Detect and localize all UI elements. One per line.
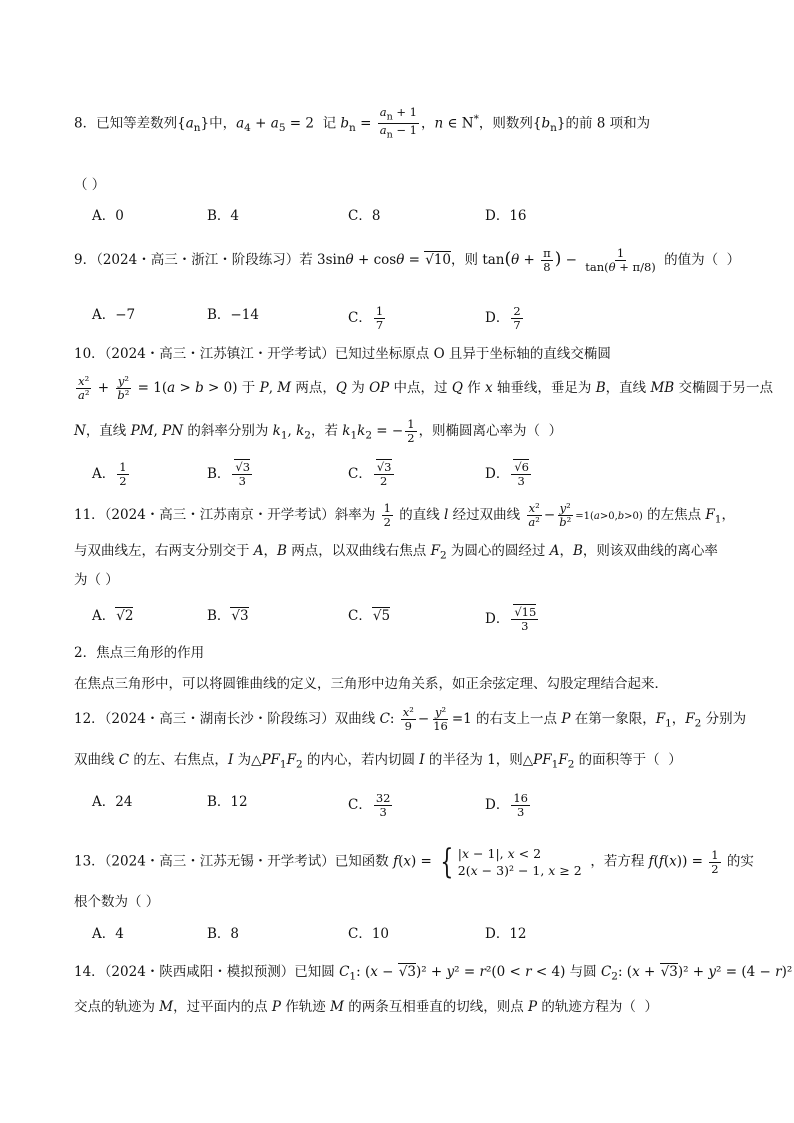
section-description: 在焦点三角形中，可以将圆锥曲线的定义，三角形中边角关系，如正余弦定理、勾股定理结合起来．: [74, 676, 668, 692]
q11-stem-line2: 与双曲线左，右两支分别交于 A，B 两点，以双曲线右焦点 $F_2$ 为圆心的圆经过 A，B，则该双曲线的离心率: [74, 543, 718, 562]
q10-stem-line1: 10．（2024・高三・江苏镇江・开学考试）已知过坐标原点 O 且异于坐标轴的直线交椭圆: [74, 346, 611, 362]
q13-option-b[interactable]: B．8: [207, 926, 240, 942]
q10-stem-line2: $\frac{\text{x²}}{\text{a²}}$ + $\frac{\text{y²}}{\text{b²}}$ = 1(a > b > 0) 于 P, M 两点，Q 为 OP 中点，过 Q 作 x 轴垂线，垂足为 B，直线 MB 交椭圆于另一点: [78, 374, 773, 402]
q9-stem: 9．（2024・高三・浙江・阶段练习）若 3sinθ + cosθ = √10，则 tan(θ + $\frac{\pi}{8}$ ) − $\frac{1}{\tan(\theta + \pi/8)}$ 的值为（ ）: [74, 246, 741, 274]
q9-option-c[interactable]: C． $\frac{1}{7}$: [348, 304, 384, 332]
q14-stem-line2: 交点的轨迹为 M，过平面内的点 P 作轨迹 M 的两条互相垂直的切线，则点 P 的轨迹方程为（ ）: [74, 999, 658, 1015]
q13-option-a[interactable]: A．4: [92, 926, 124, 942]
q9-option-a[interactable]: A．−7: [92, 307, 136, 323]
q12-stem-line1: 12．（2024・高三・湖南长沙・阶段练习）双曲线 C: $\frac{\text{x²}}{9}$ − $\frac{\text{y²}}{16}$ =1 的右支上一点 P 在第一象限，$F_1$，$F_2$ 分别为: [74, 705, 747, 733]
q13-option-d[interactable]: D．12: [485, 926, 527, 942]
q10-option-b[interactable]: B． $\frac{√3}{3}$: [207, 460, 251, 488]
q11-stem-line3: 为（ ）: [74, 572, 119, 588]
q8-stem: 8．已知等差数列$\{a_n\}$中，$a_4 + a_5 = 2$ 记 $b_n$ = $\frac{a_n + 1}{a_n - 1}$ ，n ∈ N*，则数列$\{b_n\}$的前 8 项和为: [74, 105, 651, 141]
q11-option-a[interactable]: A．√2: [92, 608, 134, 624]
q10-option-c[interactable]: C． $\frac{√3}{2}$: [348, 460, 392, 488]
q11-option-b[interactable]: B．√3: [207, 608, 249, 624]
q10-option-a[interactable]: A． $\frac{1}{2}$: [92, 460, 127, 488]
q11-option-c[interactable]: C．√5: [348, 608, 391, 624]
q8-option-a[interactable]: A．0: [92, 208, 124, 224]
q9-option-d[interactable]: D． $\frac{2}{7}$: [485, 304, 521, 332]
q13-stem-line2: 根个数为（ ）: [74, 894, 160, 910]
q13-option-c[interactable]: C．10: [348, 926, 390, 942]
q8-option-c[interactable]: C．8: [348, 208, 381, 224]
q12-stem-line2: 双曲线 C 的左、右焦点，I 为$\triangle PF_1F_2$ 的内心，若内切圆 I 的半径为 1，则$\triangle PF_1F_2$ 的面积等于（ ）: [74, 752, 682, 771]
q8-option-d[interactable]: D．16: [485, 208, 527, 224]
q11-stem-line1: 11．（2024・高三・江苏南京・开学考试）斜率为 $\frac{1}{2}$ 的直线 l 经过双曲线 $\frac{\text{x²}}{\text{a²}}$ − $\frac{\text{y²}}{\text{b²}}$ =1(a>0,b>0) 的左焦点 $F_1$，: [74, 501, 735, 529]
q8-option-b[interactable]: B．4: [207, 208, 240, 224]
q12-option-a[interactable]: A．24: [92, 794, 133, 810]
section-title: 2．焦点三角形的作用: [74, 645, 205, 661]
q14-stem-line1: 14．（2024・陕西咸阳・模拟预测）已知圆 $C_1$: (x − √3)² + y² = r²(0 < r < 4) 与圆 $C_2$: (x + √3)² + y² = (4 − r)²: [74, 964, 793, 983]
q12-option-b[interactable]: B．12: [207, 794, 248, 810]
q9-option-b[interactable]: B．−14: [207, 307, 259, 323]
q11-option-d[interactable]: D． $\frac{√15}{3}$: [485, 605, 537, 633]
q12-option-c[interactable]: C． $\frac{32}{3}$: [348, 791, 391, 819]
q12-option-d[interactable]: D． $\frac{16}{3}$: [485, 791, 528, 819]
q10-option-d[interactable]: D． $\frac{√6}{3}$: [485, 460, 529, 488]
q13-stem-line1: 13．（2024・高三・江苏无锡・开学考试）已知函数 f(x) = { |x − 1|, x < 2 2(x − 3)² − 1, x ≥ 2 ，若方程 f(f(x)) = $\frac{1}{2}$ 的实: [74, 842, 754, 882]
q8-paren: （ ）: [74, 177, 106, 193]
q10-stem-line3: N，直线 PM, PN 的斜率分别为 $k_1$, $k_2$，若 $k_1k_2$ = − $\frac{1}{2}$ ，则椭圆离心率为（ ）: [74, 417, 563, 445]
